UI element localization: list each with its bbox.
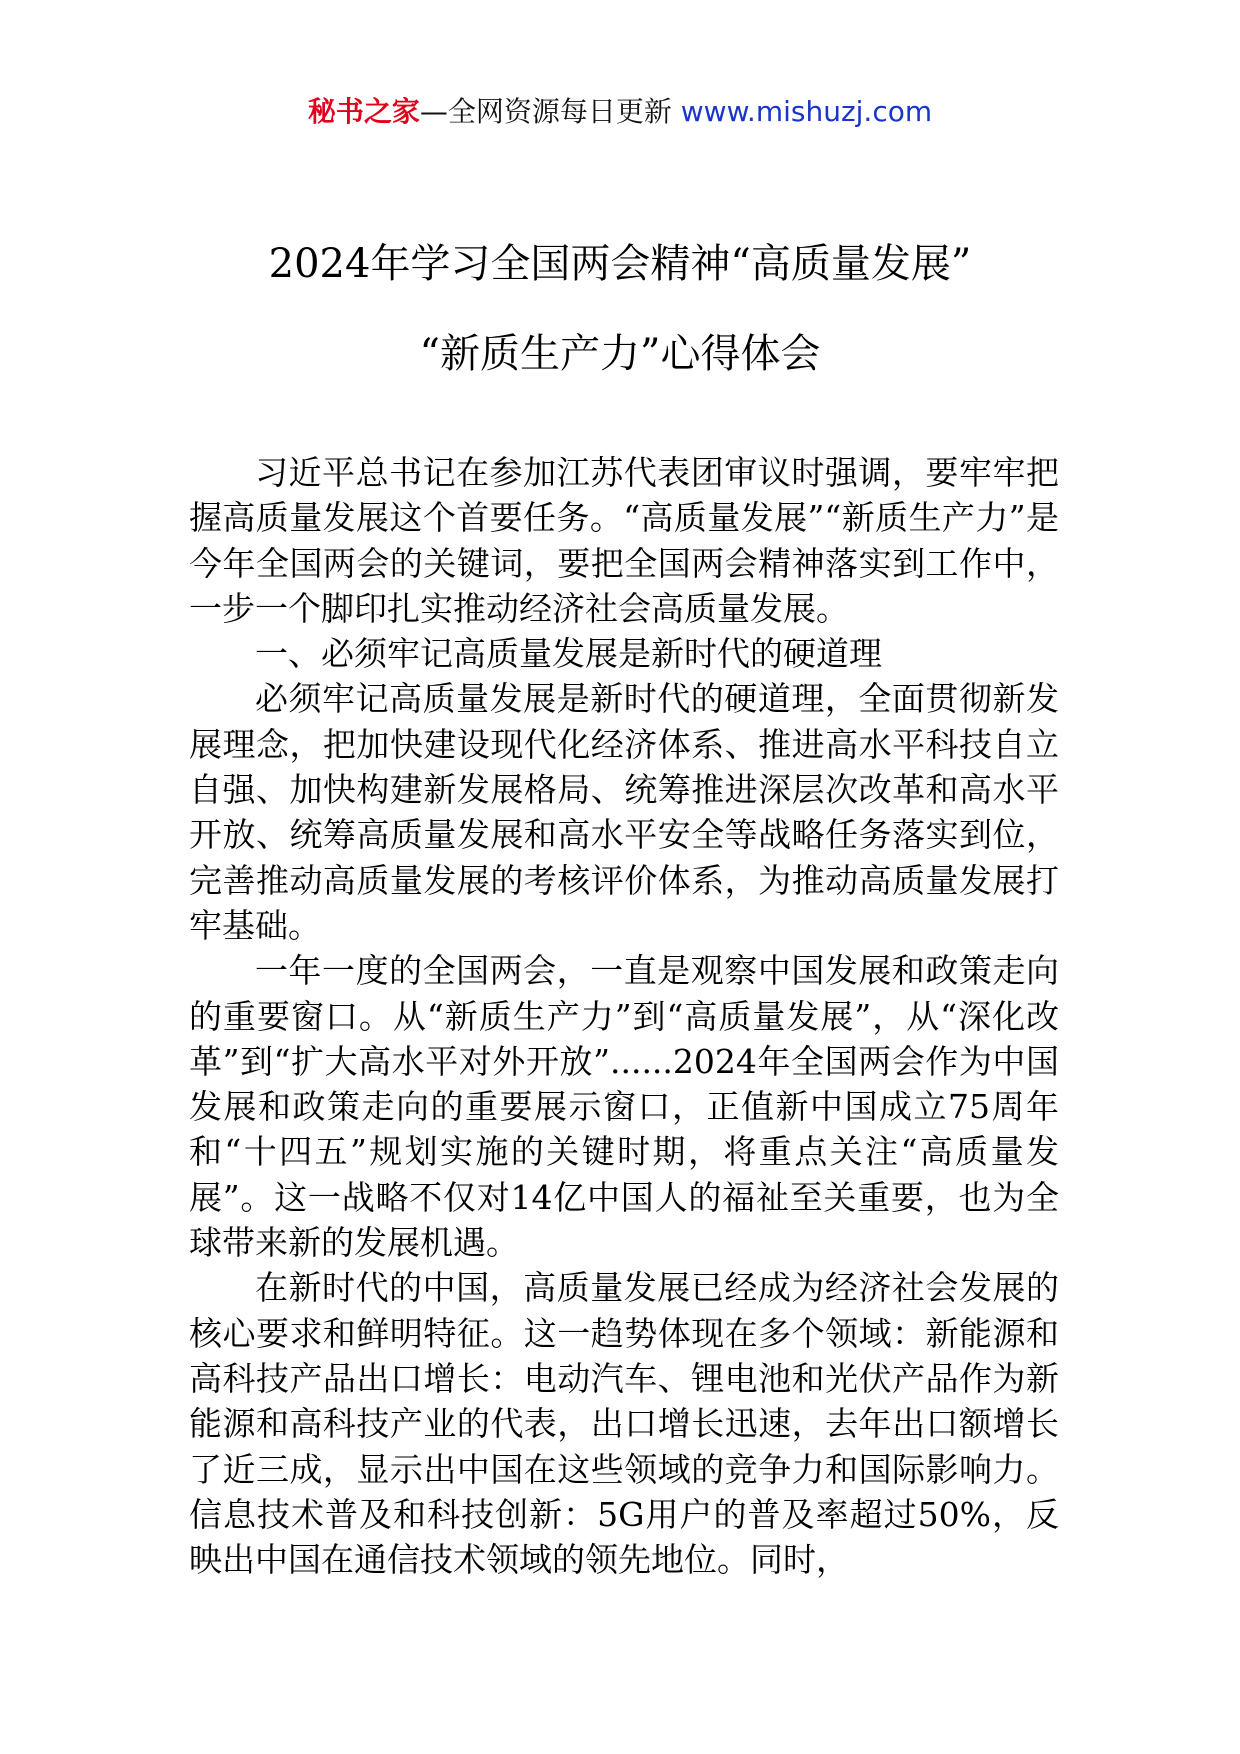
- document-title-line1: 2024年学习全国两会精神“高质量发展”: [268, 241, 972, 287]
- document-body: [189, 450, 1059, 1582]
- paragraph: 一年一度的全国两会，一直是观察中国发展和政策走向的重要窗口。从“新质生产力”到“高质量发展”，从“深化改革”到“扩大高水平对外开放”......2024年全国两会作为中国发展和政策走向的重要展示窗口，正值新中国成立75周年和“十四五”规划实施的关键时期，将重点关注“高质量发展”。这一战略不仅对14亿中国人的福祉至关重要，也为全球带来新的发展机遇。: [189, 951, 1059, 1263]
- section-heading: 一、必须牢记高质量发展是新时代的硬道理: [255, 634, 882, 674]
- header-slogan: —全网资源每日更新: [419, 95, 681, 128]
- site-url-link[interactable]: www.mishuzj.com: [680, 95, 933, 128]
- document-title-line2: “新质生产力”心得体会: [419, 331, 821, 377]
- paragraph-intro: 习近平总书记在参加江苏代表团审议时强调，要牢牢把握高质量发展这个首要任务。“高质量发展”“新质生产力”是今年全国两会的关键词，要把全国两会精神落实到工作中，一步一个脚印扎实推动经济社会高质量发展。: [189, 453, 1059, 628]
- paragraph: 在新时代的中国，高质量发展已经成为经济社会发展的核心要求和鲜明特征。这一趋势体现在多个领域：新能源和高科技产品出口增长：电动汽车、锂电池和光伏产品作为新能源和高科技产业的代表，出口增长迅速，去年出口额增长了近三成，显示出中国在这些领域的竞争力和国际影响力。信息技术普及和科技创新：5G用户的普及率超过50%，反映出中国在通信技术领域的领先地位。同时，: [189, 1268, 1059, 1580]
- site-header: [0, 92, 1240, 132]
- paragraph: 必须牢记高质量发展是新时代的硬道理，全面贯彻新发展理念，把加快建设现代化经济体系、推进高水平科技自立自强、加快构建新发展格局、统筹推进深层次改革和高水平开放、统筹高质量发展和高水平安全等战略任务落实到位，完善推动高质量发展的考核评价体系，为推动高质量发展打牢基础。: [189, 679, 1059, 945]
- brand-name: 秘书之家: [307, 95, 420, 128]
